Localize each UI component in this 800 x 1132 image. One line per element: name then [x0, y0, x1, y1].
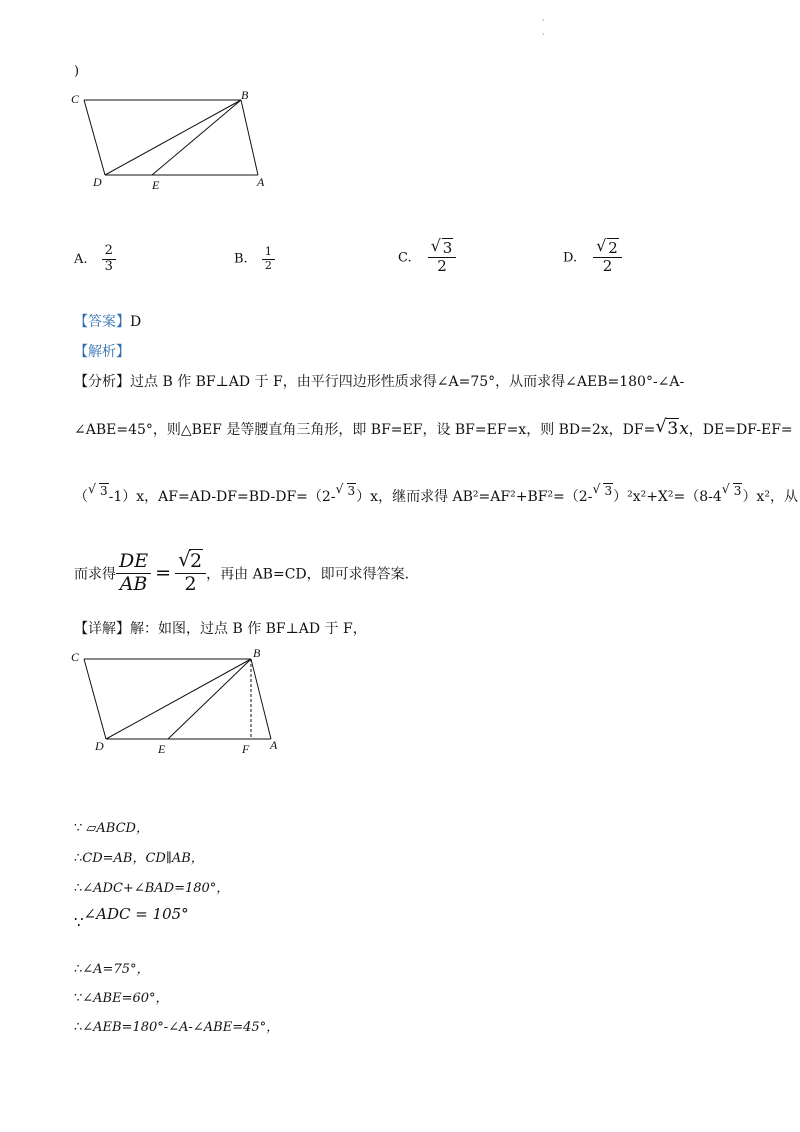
step-7: ∴∠AEB=180°-∠A-∠ABE=45°， [74, 1020, 280, 1035]
page-marker-dots: · · [542, 16, 545, 39]
sqrt2-over-2-fraction: √ 2 2 [175, 551, 206, 596]
parallelogram-figure-1 [60, 85, 290, 195]
fenxi-line-1: 【分析】过点 B 作 BF⊥AD 于 F，由平行四边形性质求得∠A=75°，从而求得∠AEB=180°-∠A- [74, 374, 685, 390]
option-a[interactable] [74, 244, 116, 275]
analysis-tag: 【解析】 [74, 344, 130, 360]
fig2-label-f: F [242, 742, 250, 756]
fenxi-line-3: （ √ 3-1）x，AF=AD-DF=BD-DF=（2- √ 3）x，继而求得 AB²=AF²+BF²=（2- √ 3）²x²+X²=（8-4 √ 3）x²，从 [74, 481, 798, 505]
fenxi-line-4: 而求得 $\frac{DE}{AB}$ = √ 2 2 ，再由 AB=CD，即可求得答案. [74, 547, 410, 595]
answer-tag: 【答案】 [74, 314, 130, 330]
fig1-label-b: B [241, 88, 249, 102]
fig1-label-a: A [257, 175, 265, 189]
option-d-label: D. [563, 250, 578, 266]
answer-line [74, 311, 141, 331]
option-d[interactable] [563, 236, 622, 276]
step-3: ∴∠ADC+∠BAD=180°， [74, 881, 230, 896]
xiangjie-tag: 【详解】 [74, 621, 130, 637]
header-mark: ) [74, 64, 80, 79]
option-c-fraction: √ 3 2 [428, 240, 457, 276]
fig2-label-d: D [95, 739, 104, 753]
fig2-label-c: C [71, 650, 80, 664]
fenxi-tag: 【分析】 [74, 374, 130, 390]
option-a-fraction: $\frac{2}{3}$ [102, 244, 116, 275]
option-b-fraction: $\frac{1}{2}$ [262, 246, 275, 272]
answer-value: D [130, 314, 142, 330]
option-d-fraction: √ 2 2 [593, 240, 622, 276]
step-5: ∴∠A=75°， [74, 962, 150, 977]
fenxi-line-2: ∠ABE=45°，则△BEF 是等腰直角三角形，即 BF=EF，设 BF=EF=x，则 BD=2x，DF= √ 3x，DE=DF-EF= [74, 416, 793, 439]
fig2-label-a: A [270, 738, 278, 752]
de-over-ab-fraction: $\frac{DE}{AB}$ [116, 551, 151, 596]
option-c-label: C. [398, 250, 412, 266]
parallelogram-figure-2 [60, 643, 300, 758]
step-2: ∴CD=AB，CD∥AB， [74, 851, 204, 866]
option-b-label: B. [234, 251, 248, 267]
option-c[interactable] [398, 236, 456, 276]
fig2-label-b: B [253, 646, 261, 660]
fig1-label-e: E [152, 178, 160, 192]
step-6: ∵∠ABE=60°， [74, 991, 169, 1006]
fig2-label-e: E [158, 742, 166, 756]
fig1-label-d: D [93, 175, 102, 189]
xiangjie-line: 【详解】解：如图，过点 B 作 BF⊥AD 于 F， [74, 621, 367, 637]
step-1: ∵ ▱ABCD， [74, 821, 149, 836]
option-b[interactable] [234, 246, 275, 272]
fig1-label-c: C [71, 92, 80, 106]
step-4: ∵∠ADC = 105° [74, 905, 189, 931]
option-a-label: A. [74, 251, 88, 267]
